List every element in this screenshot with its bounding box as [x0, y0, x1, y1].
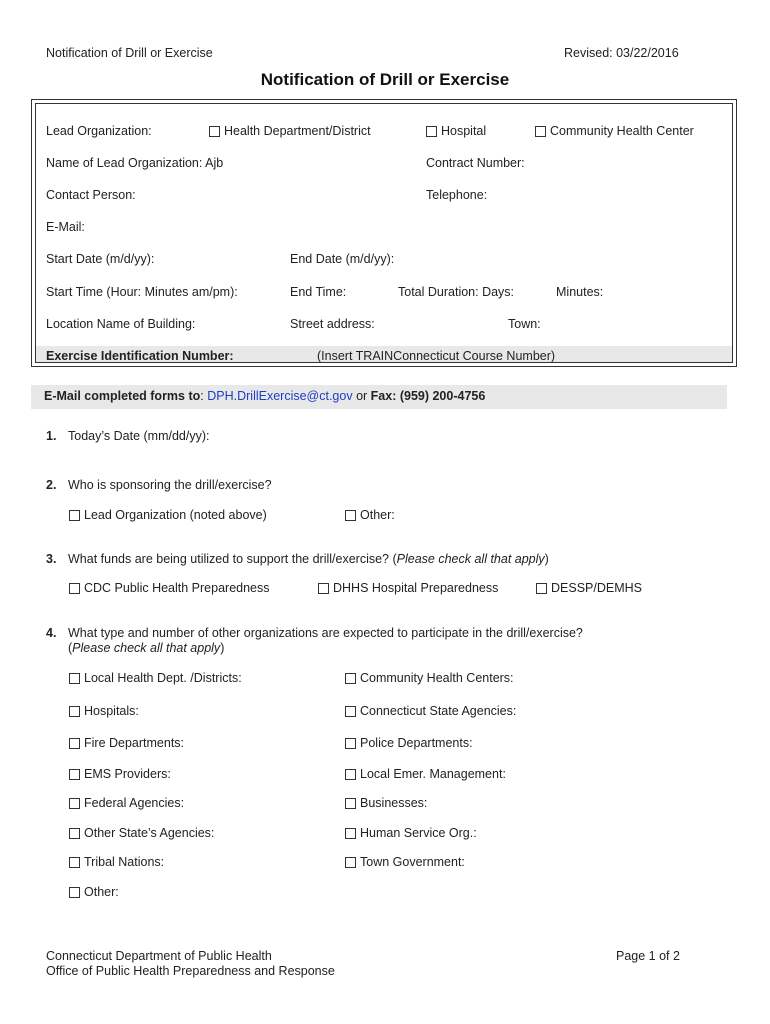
q4-checkbox[interactable]: [69, 738, 80, 749]
lead-org-name-label: Name of Lead Organization:: [46, 156, 203, 170]
q4-option-human-service[interactable]: [345, 826, 477, 840]
q2-other-label: Other:: [360, 508, 395, 522]
q4-checkbox[interactable]: [345, 673, 356, 684]
page-title: Notification of Drill or Exercise: [260, 70, 510, 89]
end-time-label[interactable]: End Time:: [290, 285, 347, 299]
q4-note-close: ): [220, 641, 225, 655]
lead-org-name-value[interactable]: Ajb: [205, 156, 224, 170]
q3-cdc-label: CDC Public Health Preparedness: [84, 581, 270, 595]
q4-option-ems[interactable]: [69, 767, 171, 781]
q4-option-ct-agencies[interactable]: [345, 704, 516, 718]
q4-checkbox[interactable]: [345, 828, 356, 839]
health-dept-checkbox[interactable]: [209, 126, 220, 137]
q4-checkbox[interactable]: [69, 887, 80, 898]
q4-checkbox[interactable]: [345, 706, 356, 717]
header-left: Notification of Drill or Exercise: [46, 46, 213, 60]
q4-option-label: Community Health Centers:: [360, 671, 514, 685]
total-duration-label[interactable]: Total Duration: Days:: [398, 285, 515, 299]
q4-option-chc[interactable]: [345, 671, 514, 685]
q4-checkbox[interactable]: [69, 673, 80, 684]
lead-org-label: Lead Organization:: [46, 124, 152, 138]
q4-option-label: Local Emer. Management:: [360, 767, 506, 781]
q4-checkbox[interactable]: [345, 769, 356, 780]
q4-option-label: Town Government:: [360, 855, 465, 869]
q4-option-hospitals[interactable]: [69, 704, 139, 718]
q3-dessp-option[interactable]: [536, 581, 642, 595]
q4-note: Please check all that apply: [72, 641, 221, 655]
q4-option-label: Hospitals:: [84, 704, 139, 718]
q4-checkbox[interactable]: [69, 769, 80, 780]
health-dept-label: Health Department/District: [224, 124, 371, 138]
q4-option-label: Police Departments:: [360, 736, 473, 750]
fax-number: Fax: (959) 200-4756: [370, 389, 486, 403]
chc-option[interactable]: [535, 124, 694, 138]
q3-note: Please check all that apply: [396, 552, 545, 566]
street-address-label[interactable]: Street address:: [290, 317, 375, 331]
q2-lead-checkbox[interactable]: [69, 510, 80, 521]
q4-option-label: Connecticut State Agencies:: [360, 704, 517, 718]
hospital-label: Hospital: [441, 124, 487, 138]
q3-question: [68, 552, 549, 566]
q4-option-fire[interactable]: [69, 736, 184, 750]
q3-number: 3.: [46, 552, 57, 566]
header-revised: Revised: 03/22/2016: [564, 46, 679, 60]
q3-dessp-checkbox[interactable]: [536, 583, 547, 594]
chc-label: Community Health Center: [550, 124, 694, 138]
q2-other-checkbox[interactable]: [345, 510, 356, 521]
end-date-label[interactable]: End Date (m/d/yy):: [290, 252, 395, 266]
email-label[interactable]: E-Mail:: [46, 220, 85, 234]
email-colon: :: [200, 389, 208, 403]
q4-checkbox[interactable]: [345, 857, 356, 868]
health-dept-option[interactable]: [209, 124, 371, 138]
contract-number-label[interactable]: Contract Number:: [426, 156, 525, 170]
q2-lead-option[interactable]: [69, 508, 267, 522]
q2-lead-label: Lead Organization (noted above): [84, 508, 267, 522]
q1-number: 1.: [46, 429, 57, 443]
q4-option-label: EMS Providers:: [84, 767, 171, 781]
footer-line-1: Connecticut Department of Public Health: [46, 949, 272, 963]
q2-other-option[interactable]: [345, 508, 395, 522]
q3-close: ): [544, 552, 549, 566]
exercise-id-label[interactable]: Exercise Identification Number:: [46, 349, 234, 363]
q4-note-line: [68, 641, 224, 655]
q4-option-police[interactable]: [345, 736, 473, 750]
q3-dhhs-option[interactable]: [318, 581, 498, 595]
q4-option-label: Federal Agencies:: [84, 796, 185, 810]
q4-option-label: Other State’s Agencies:: [84, 826, 215, 840]
hospital-option[interactable]: [426, 124, 486, 138]
q4-option-businesses[interactable]: [345, 796, 427, 810]
email-or: or: [352, 389, 371, 403]
q4-option-label: Businesses:: [360, 796, 428, 810]
q3-cdc-checkbox[interactable]: [69, 583, 80, 594]
q3-cdc-option[interactable]: [69, 581, 270, 595]
q4-option-federal[interactable]: [69, 796, 184, 810]
email-link[interactable]: DPH.DrillExercise@ct.gov: [207, 389, 353, 403]
q4-checkbox[interactable]: [69, 828, 80, 839]
q4-option-label: Fire Departments:: [84, 736, 185, 750]
hospital-checkbox[interactable]: [426, 126, 437, 137]
footer-line-2: Office of Public Health Preparedness and Response: [46, 964, 335, 978]
email-prefix: E-Mail completed forms to: [44, 389, 201, 403]
chc-checkbox[interactable]: [535, 126, 546, 137]
start-date-label[interactable]: Start Date (m/d/yy):: [46, 252, 155, 266]
q4-checkbox[interactable]: [345, 738, 356, 749]
q4-checkbox[interactable]: [69, 706, 80, 717]
telephone-label[interactable]: Telephone:: [426, 188, 488, 202]
q4-number: 4.: [46, 626, 57, 640]
q4-option-town-gov[interactable]: [345, 855, 465, 869]
q3-dessp-label: DESSP/DEMHS: [551, 581, 642, 595]
q4-option-other[interactable]: [69, 885, 119, 899]
q4-option-tribal[interactable]: [69, 855, 164, 869]
exercise-id-hint: (Insert TRAINConnecticut Course Number): [317, 349, 556, 363]
q4-option-label: Local Health Dept. /Districts:: [84, 671, 242, 685]
page-number: Page 1 of 2: [616, 949, 680, 963]
q3-dhhs-checkbox[interactable]: [318, 583, 329, 594]
q4-note-open: (: [68, 641, 73, 655]
q3-dhhs-label: DHHS Hospital Preparedness: [333, 581, 499, 595]
q2-text: Who is sponsoring the drill/exercise?: [68, 478, 272, 492]
contact-person-label[interactable]: Contact Person:: [46, 188, 136, 202]
q4-checkbox[interactable]: [345, 798, 356, 809]
minutes-label[interactable]: Minutes:: [556, 285, 604, 299]
q4-option-other-states[interactable]: [69, 826, 214, 840]
location-label[interactable]: Location Name of Building:: [46, 317, 196, 331]
q4-option-label: Human Service Org.:: [360, 826, 477, 840]
q4-option-label: Other:: [84, 885, 119, 899]
q3-text: What funds are being utilized to support the drill/exercise? (: [68, 552, 397, 566]
start-time-label[interactable]: Start Time (Hour: Minutes am/pm):: [46, 285, 238, 299]
q1-text[interactable]: Today’s Date (mm/dd/yy):: [68, 429, 210, 443]
town-label[interactable]: Town:: [508, 317, 541, 331]
q2-number: 2.: [46, 478, 57, 492]
email-instructions: [44, 389, 485, 403]
q4-checkbox[interactable]: [69, 857, 80, 868]
q4-option-label: Tribal Nations:: [84, 855, 165, 869]
q4-text: What type and number of other organizations are expected to participate in the drill/exercise?: [68, 626, 583, 640]
lead-org-name-field[interactable]: [46, 156, 223, 170]
q4-checkbox[interactable]: [69, 798, 80, 809]
q4-option-emer-mgmt[interactable]: [345, 767, 506, 781]
q4-option-local-health[interactable]: [69, 671, 242, 685]
